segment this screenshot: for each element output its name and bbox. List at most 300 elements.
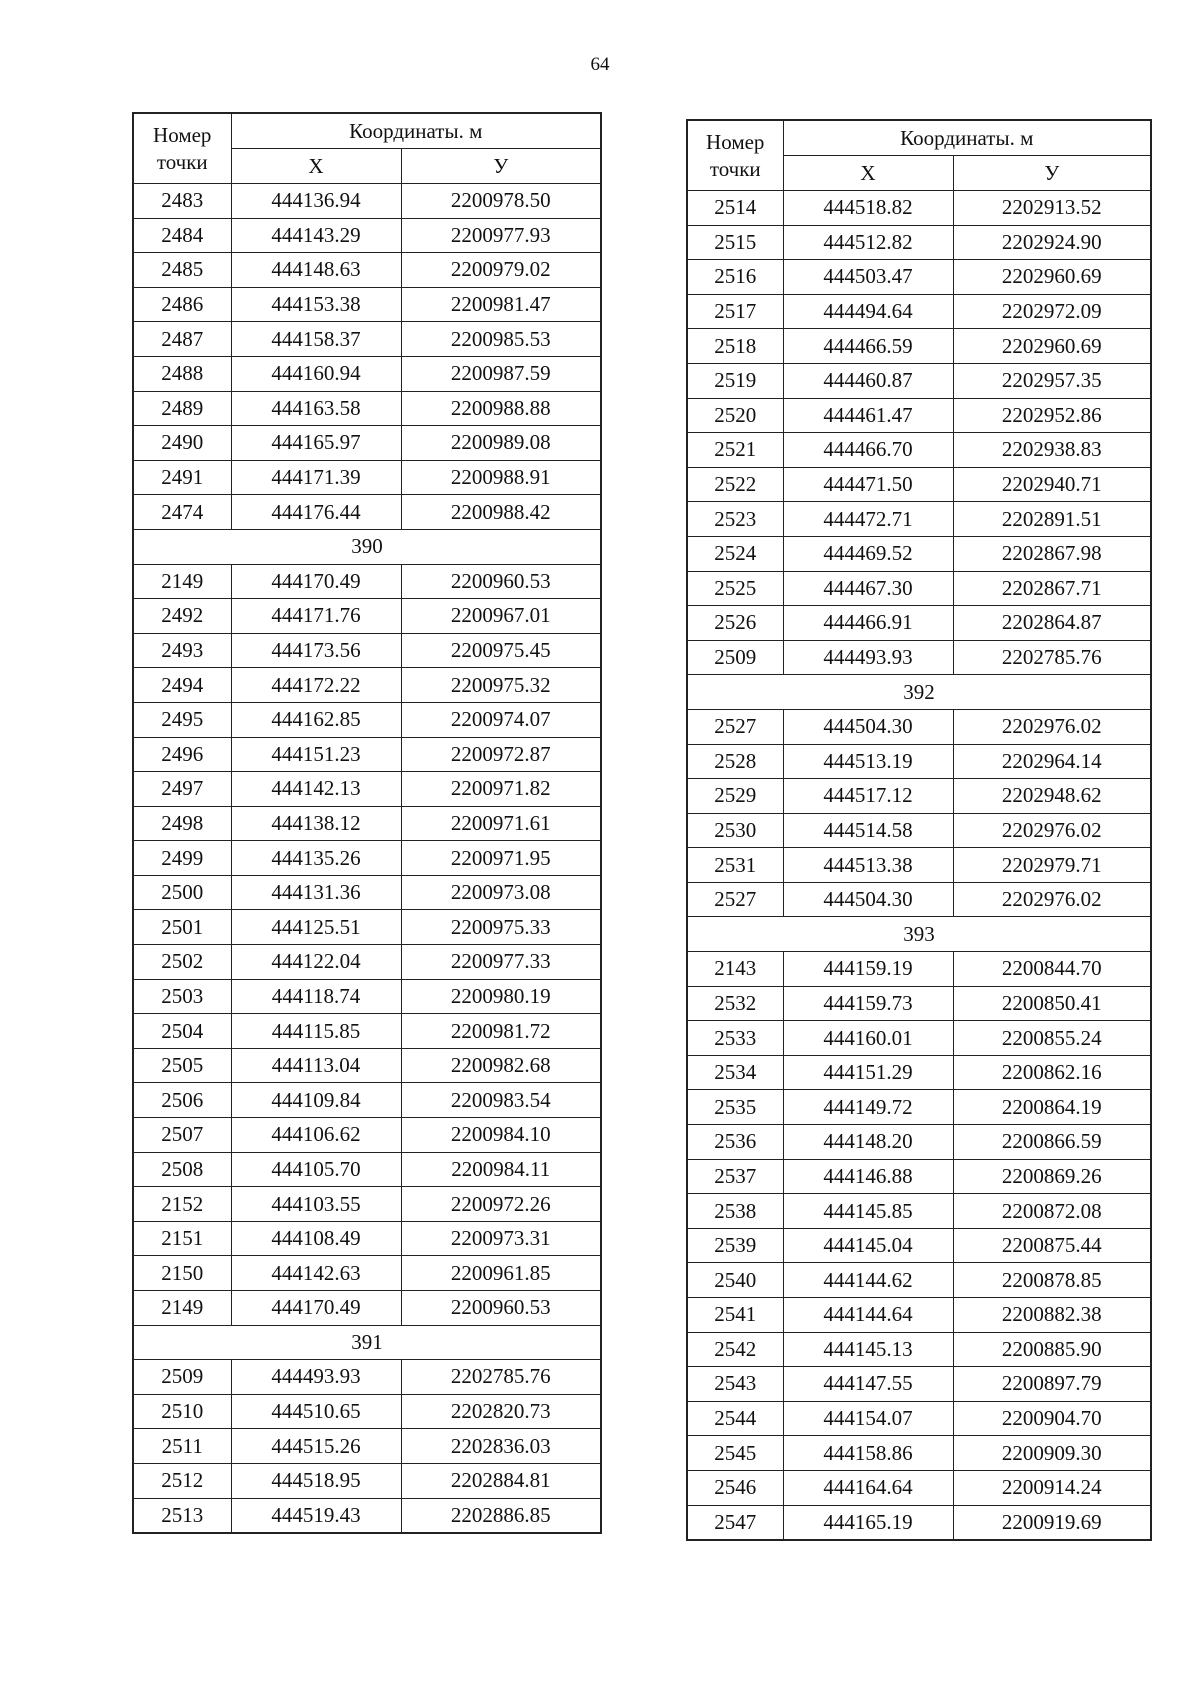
table-row	[687, 1055, 1151, 1090]
x-coordinate-cell: 444514.58	[783, 813, 953, 848]
point-number-cell: 2493	[133, 633, 231, 668]
point-number-cell: 2505	[133, 1048, 231, 1083]
y-coordinate-cell: 2200973.31	[401, 1221, 601, 1256]
point-number-cell: 2527	[687, 882, 783, 917]
y-coordinate-cell: 2200855.24	[953, 1021, 1151, 1056]
y-coordinate-cell: 2202820.73	[401, 1394, 601, 1429]
point-number-cell: 2517	[687, 294, 783, 329]
point-number-cell: 2507	[133, 1118, 231, 1153]
point-number-cell: 2519	[687, 363, 783, 398]
x-coordinate-cell: 444173.56	[231, 633, 401, 668]
table-row	[687, 1021, 1151, 1056]
point-number-cell: 2487	[133, 322, 231, 357]
table-row	[133, 702, 601, 737]
x-coordinate-cell: 444103.55	[231, 1187, 401, 1222]
point-number-cell: 2516	[687, 260, 783, 295]
table-row	[133, 1291, 601, 1326]
y-coordinate-cell: 2200985.53	[401, 322, 601, 357]
point-number-cell: 2500	[133, 875, 231, 910]
table-row	[687, 1367, 1151, 1402]
table-row	[133, 1463, 601, 1498]
y-coordinate-cell: 2200897.79	[953, 1367, 1151, 1402]
point-number-cell: 2524	[687, 536, 783, 571]
table-row	[133, 253, 601, 288]
x-coordinate-cell: 444472.71	[783, 502, 953, 537]
point-number-cell: 2501	[133, 910, 231, 945]
x-coordinate-cell: 444503.47	[783, 260, 953, 295]
x-coordinate-cell: 444171.76	[231, 599, 401, 634]
y-coordinate-cell: 2200878.85	[953, 1263, 1151, 1298]
y-coordinate-cell: 2202957.35	[953, 363, 1151, 398]
x-coordinate-cell: 444142.13	[231, 772, 401, 807]
x-coordinate-cell: 444146.88	[783, 1159, 953, 1194]
y-coordinate-cell: 2200981.47	[401, 287, 601, 322]
y-coordinate-cell: 2200971.82	[401, 772, 601, 807]
x-coordinate-cell: 444148.63	[231, 253, 401, 288]
x-coordinate-cell: 444466.91	[783, 606, 953, 641]
x-coordinate-cell: 444160.94	[231, 356, 401, 391]
y-coordinate-cell: 2200885.90	[953, 1332, 1151, 1367]
x-coordinate-cell: 444504.30	[783, 882, 953, 917]
y-coordinate-cell: 2202979.71	[953, 848, 1151, 883]
table-row	[687, 329, 1151, 364]
x-coordinate-cell: 444109.84	[231, 1083, 401, 1118]
table-row	[687, 1159, 1151, 1194]
point-number-cell: 2491	[133, 460, 231, 495]
x-coordinate-cell: 444512.82	[783, 225, 953, 260]
y-coordinate-cell: 2200862.16	[953, 1055, 1151, 1090]
x-coordinate-cell: 444518.95	[231, 1463, 401, 1498]
x-coordinate-cell: 444118.74	[231, 979, 401, 1014]
table-row	[687, 813, 1151, 848]
x-coordinate-cell: 444113.04	[231, 1048, 401, 1083]
x-coordinate-cell: 444145.04	[783, 1228, 953, 1263]
point-number-cell: 2528	[687, 744, 783, 779]
x-coordinate-cell: 444159.73	[783, 986, 953, 1021]
x-coordinate-cell: 444158.37	[231, 322, 401, 357]
table-row	[687, 1228, 1151, 1263]
y-coordinate-cell: 2202940.71	[953, 467, 1151, 502]
x-header: X	[231, 149, 401, 184]
point-number-cell: 2498	[133, 806, 231, 841]
y-coordinate-cell: 2200869.26	[953, 1159, 1151, 1194]
x-coordinate-cell: 444170.49	[231, 1291, 401, 1326]
x-coordinate-cell: 444135.26	[231, 841, 401, 876]
x-coordinate-cell: 444145.85	[783, 1194, 953, 1229]
point-number-cell: 2149	[133, 564, 231, 599]
x-header: X	[783, 156, 953, 191]
y-coordinate-cell: 2200973.08	[401, 875, 601, 910]
y-coordinate-cell: 2200988.42	[401, 495, 601, 530]
table-row	[687, 952, 1151, 987]
y-coordinate-cell: 2200984.10	[401, 1118, 601, 1153]
y-coordinate-cell: 2200978.50	[401, 184, 601, 219]
y-coordinate-cell: 2202913.52	[953, 191, 1151, 226]
y-coordinate-cell: 2200988.91	[401, 460, 601, 495]
table-row	[687, 640, 1151, 675]
x-coordinate-cell: 444149.72	[783, 1090, 953, 1125]
x-coordinate-cell: 444142.63	[231, 1256, 401, 1291]
point-number-cell: 2522	[687, 467, 783, 502]
y-coordinate-cell: 2200972.26	[401, 1187, 601, 1222]
table-row	[133, 322, 601, 357]
y-coordinate-cell: 2200980.19	[401, 979, 601, 1014]
point-number-cell: 2474	[133, 495, 231, 530]
y-coordinate-cell: 2200977.93	[401, 218, 601, 253]
section-row	[687, 675, 1151, 710]
table-row	[133, 218, 601, 253]
y-coordinate-cell: 2200882.38	[953, 1298, 1151, 1333]
y-coordinate-cell: 2202867.98	[953, 536, 1151, 571]
point-number-cell: 2545	[687, 1436, 783, 1471]
x-coordinate-cell: 444165.19	[783, 1505, 953, 1540]
point-number-cell: 2494	[133, 668, 231, 703]
table-row	[687, 606, 1151, 641]
table-row	[133, 1118, 601, 1153]
x-coordinate-cell: 444159.19	[783, 952, 953, 987]
y-coordinate-cell: 2202976.02	[953, 813, 1151, 848]
table-row	[133, 1083, 601, 1118]
x-coordinate-cell: 444154.07	[783, 1401, 953, 1436]
point-number-cell: 2497	[133, 772, 231, 807]
x-coordinate-cell: 444518.82	[783, 191, 953, 226]
y-coordinate-cell: 2200909.30	[953, 1436, 1151, 1471]
y-coordinate-cell: 2202867.71	[953, 571, 1151, 606]
point-number-cell: 2518	[687, 329, 783, 364]
x-coordinate-cell: 444148.20	[783, 1125, 953, 1160]
x-coordinate-cell: 444504.30	[783, 709, 953, 744]
x-coordinate-cell: 444125.51	[231, 910, 401, 945]
table-row	[687, 398, 1151, 433]
point-number-cell: 2532	[687, 986, 783, 1021]
point-number-cell: 2539	[687, 1228, 783, 1263]
point-number-cell: 2496	[133, 737, 231, 772]
x-coordinate-cell: 444165.97	[231, 426, 401, 461]
x-coordinate-cell: 444176.44	[231, 495, 401, 530]
y-coordinate-cell: 2202952.86	[953, 398, 1151, 433]
point-number-cell: 2510	[133, 1394, 231, 1429]
y-coordinate-cell: 2200984.11	[401, 1152, 601, 1187]
table-row	[687, 1263, 1151, 1298]
table-row	[133, 426, 601, 461]
point-number-cell: 2151	[133, 1221, 231, 1256]
table-row	[133, 1048, 601, 1083]
y-coordinate-cell: 2202864.87	[953, 606, 1151, 641]
table-row	[687, 1090, 1151, 1125]
section-number: 392	[687, 675, 1151, 710]
x-coordinate-cell: 444108.49	[231, 1221, 401, 1256]
point-number-cell: 2547	[687, 1505, 783, 1540]
point-number-cell: 2537	[687, 1159, 783, 1194]
coordinates-header: Координаты. м	[783, 120, 1151, 156]
point-number-cell: 2152	[133, 1187, 231, 1222]
x-coordinate-cell: 444467.30	[783, 571, 953, 606]
coordinates-header: Координаты. м	[231, 113, 601, 149]
y-coordinate-cell: 2200981.72	[401, 1014, 601, 1049]
point-number-header: Номер точки	[133, 113, 231, 184]
y-coordinate-cell: 2202785.76	[953, 640, 1151, 675]
x-coordinate-cell: 444151.29	[783, 1055, 953, 1090]
y-coordinate-cell: 2200988.88	[401, 391, 601, 426]
y-coordinate-cell: 2202948.62	[953, 779, 1151, 814]
x-coordinate-cell: 444106.62	[231, 1118, 401, 1153]
table-row	[687, 744, 1151, 779]
point-number-cell: 2509	[133, 1360, 231, 1395]
table-row	[687, 294, 1151, 329]
y-coordinate-cell: 2200844.70	[953, 952, 1151, 987]
x-coordinate-cell: 444460.87	[783, 363, 953, 398]
table-row	[133, 599, 601, 634]
table-row	[687, 571, 1151, 606]
point-number-cell: 2509	[687, 640, 783, 675]
table-row	[687, 1298, 1151, 1333]
x-coordinate-cell: 444158.86	[783, 1436, 953, 1471]
y-coordinate-cell: 2202972.09	[953, 294, 1151, 329]
table-row	[687, 363, 1151, 398]
x-coordinate-cell: 444115.85	[231, 1014, 401, 1049]
section-number: 391	[133, 1325, 601, 1360]
section-row	[133, 529, 601, 564]
table-row	[687, 779, 1151, 814]
y-coordinate-cell: 2202938.83	[953, 433, 1151, 468]
x-coordinate-cell: 444144.64	[783, 1298, 953, 1333]
point-number-cell: 2143	[687, 952, 783, 987]
table-row	[133, 945, 601, 980]
point-number-cell: 2543	[687, 1367, 783, 1402]
table-row	[133, 460, 601, 495]
x-coordinate-cell: 444471.50	[783, 467, 953, 502]
y-coordinate-cell: 2200875.44	[953, 1228, 1151, 1263]
table-row	[133, 875, 601, 910]
table-row	[133, 564, 601, 599]
y-coordinate-cell: 2200974.07	[401, 702, 601, 737]
section-row	[687, 917, 1151, 952]
point-number-cell: 2486	[133, 287, 231, 322]
table-row	[687, 1125, 1151, 1160]
table-row	[133, 979, 601, 1014]
table-row	[133, 1221, 601, 1256]
y-coordinate-cell: 2200977.33	[401, 945, 601, 980]
x-coordinate-cell: 444164.64	[783, 1470, 953, 1505]
y-coordinate-cell: 2202976.02	[953, 882, 1151, 917]
point-number-cell: 2538	[687, 1194, 783, 1229]
x-coordinate-cell: 444171.39	[231, 460, 401, 495]
table-row	[133, 1187, 601, 1222]
table-row	[133, 737, 601, 772]
y-coordinate-cell: 2200987.59	[401, 356, 601, 391]
x-coordinate-cell: 444519.43	[231, 1498, 401, 1533]
table-row	[133, 495, 601, 530]
table-row	[133, 1014, 601, 1049]
y-coordinate-cell: 2200850.41	[953, 986, 1151, 1021]
x-coordinate-cell: 444517.12	[783, 779, 953, 814]
y-coordinate-cell: 2202976.02	[953, 709, 1151, 744]
point-number-cell: 2541	[687, 1298, 783, 1333]
point-number-cell: 2508	[133, 1152, 231, 1187]
point-number-cell: 2515	[687, 225, 783, 260]
point-number-cell: 2488	[133, 356, 231, 391]
section-row	[133, 1325, 601, 1360]
x-coordinate-cell: 444466.70	[783, 433, 953, 468]
table-row	[133, 1429, 601, 1464]
table-body	[687, 191, 1151, 1541]
table-row	[133, 1360, 601, 1395]
page-number: 64	[590, 54, 610, 75]
table-row	[687, 986, 1151, 1021]
table-row	[133, 841, 601, 876]
y-coordinate-cell: 2200872.08	[953, 1194, 1151, 1229]
y-coordinate-cell: 2200972.87	[401, 737, 601, 772]
point-number-cell: 2484	[133, 218, 231, 253]
y-coordinate-cell: 2200866.59	[953, 1125, 1151, 1160]
point-number-cell: 2512	[133, 1463, 231, 1498]
point-number-cell: 2150	[133, 1256, 231, 1291]
table-row	[687, 433, 1151, 468]
table-row	[687, 848, 1151, 883]
table-row	[687, 502, 1151, 537]
point-number-cell: 2526	[687, 606, 783, 641]
table-row	[133, 356, 601, 391]
point-number-cell: 2483	[133, 184, 231, 219]
point-number-cell: 2513	[133, 1498, 231, 1533]
coordinates-table-left	[132, 112, 602, 1534]
y-coordinate-cell: 2202960.69	[953, 260, 1151, 295]
table-row	[133, 1256, 601, 1291]
point-number-cell: 2490	[133, 426, 231, 461]
x-coordinate-cell: 444494.64	[783, 294, 953, 329]
y-header: У	[401, 149, 601, 184]
y-coordinate-cell: 2200971.61	[401, 806, 601, 841]
x-coordinate-cell: 444513.19	[783, 744, 953, 779]
point-number-cell: 2529	[687, 779, 783, 814]
x-coordinate-cell: 444145.13	[783, 1332, 953, 1367]
table-row	[133, 668, 601, 703]
x-coordinate-cell: 444144.62	[783, 1263, 953, 1298]
section-number: 393	[687, 917, 1151, 952]
point-number-cell: 2506	[133, 1083, 231, 1118]
y-coordinate-cell: 2202785.76	[401, 1360, 601, 1395]
x-coordinate-cell: 444515.26	[231, 1429, 401, 1464]
point-number-header: Номер точки	[687, 120, 783, 191]
y-coordinate-cell: 2200919.69	[953, 1505, 1151, 1540]
y-coordinate-cell: 2200989.08	[401, 426, 601, 461]
y-coordinate-cell: 2200982.68	[401, 1048, 601, 1083]
point-number-cell: 2525	[687, 571, 783, 606]
point-number-cell: 2504	[133, 1014, 231, 1049]
y-coordinate-cell: 2200864.19	[953, 1090, 1151, 1125]
table-row	[687, 709, 1151, 744]
point-number-cell: 2503	[133, 979, 231, 1014]
y-coordinate-cell: 2202960.69	[953, 329, 1151, 364]
x-coordinate-cell: 444461.47	[783, 398, 953, 433]
y-coordinate-cell: 2202886.85	[401, 1498, 601, 1533]
point-number-cell: 2527	[687, 709, 783, 744]
point-number-cell: 2502	[133, 945, 231, 980]
point-number-cell: 2495	[133, 702, 231, 737]
point-number-cell: 2520	[687, 398, 783, 433]
x-coordinate-cell: 444163.58	[231, 391, 401, 426]
y-coordinate-cell: 2200914.24	[953, 1470, 1151, 1505]
x-coordinate-cell: 444143.29	[231, 218, 401, 253]
point-number-cell: 2534	[687, 1055, 783, 1090]
point-number-cell: 2546	[687, 1470, 783, 1505]
table-row	[133, 391, 601, 426]
point-number-cell: 2489	[133, 391, 231, 426]
y-coordinate-cell: 2202836.03	[401, 1429, 601, 1464]
x-coordinate-cell: 444136.94	[231, 184, 401, 219]
table-row	[687, 191, 1151, 226]
table-row	[687, 1436, 1151, 1471]
table-row	[133, 287, 601, 322]
point-number-cell: 2492	[133, 599, 231, 634]
y-coordinate-cell: 2200975.33	[401, 910, 601, 945]
table-row	[133, 633, 601, 668]
x-coordinate-cell: 444493.93	[783, 640, 953, 675]
x-coordinate-cell: 444151.23	[231, 737, 401, 772]
x-coordinate-cell: 444513.38	[783, 848, 953, 883]
table-row	[687, 1401, 1151, 1436]
point-number-cell: 2536	[687, 1125, 783, 1160]
table-row	[133, 184, 601, 219]
x-coordinate-cell: 444466.59	[783, 329, 953, 364]
y-coordinate-cell: 2200979.02	[401, 253, 601, 288]
x-coordinate-cell: 444493.93	[231, 1360, 401, 1395]
point-number-cell: 2544	[687, 1401, 783, 1436]
point-number-cell: 2533	[687, 1021, 783, 1056]
section-number: 390	[133, 529, 601, 564]
table-body	[133, 184, 601, 1534]
y-coordinate-cell: 2200971.95	[401, 841, 601, 876]
table-row	[687, 1332, 1151, 1367]
y-coordinate-cell: 2200960.53	[401, 1291, 601, 1326]
x-coordinate-cell: 444105.70	[231, 1152, 401, 1187]
point-number-cell: 2540	[687, 1263, 783, 1298]
table-row	[133, 1394, 601, 1429]
point-number-cell: 2149	[133, 1291, 231, 1326]
table-row	[133, 806, 601, 841]
table-row	[687, 536, 1151, 571]
y-coordinate-cell: 2200960.53	[401, 564, 601, 599]
table-row	[133, 1152, 601, 1187]
table-row	[687, 260, 1151, 295]
point-number-cell: 2531	[687, 848, 783, 883]
point-number-cell: 2511	[133, 1429, 231, 1464]
point-number-cell: 2499	[133, 841, 231, 876]
x-coordinate-cell: 444162.85	[231, 702, 401, 737]
x-coordinate-cell: 444131.36	[231, 875, 401, 910]
x-coordinate-cell: 444147.55	[783, 1367, 953, 1402]
y-coordinate-cell: 2202891.51	[953, 502, 1151, 537]
x-coordinate-cell: 444510.65	[231, 1394, 401, 1429]
table-row	[687, 1470, 1151, 1505]
table-row	[687, 225, 1151, 260]
point-number-cell: 2542	[687, 1332, 783, 1367]
point-number-cell: 2521	[687, 433, 783, 468]
table-row	[133, 910, 601, 945]
table-row	[687, 467, 1151, 502]
table-row	[687, 882, 1151, 917]
table-row	[687, 1505, 1151, 1540]
y-coordinate-cell: 2200967.01	[401, 599, 601, 634]
y-coordinate-cell: 2200904.70	[953, 1401, 1151, 1436]
x-coordinate-cell: 444172.22	[231, 668, 401, 703]
x-coordinate-cell: 444153.38	[231, 287, 401, 322]
coordinates-table-right	[686, 119, 1152, 1541]
y-coordinate-cell: 2200975.45	[401, 633, 601, 668]
x-coordinate-cell: 444138.12	[231, 806, 401, 841]
y-coordinate-cell: 2202964.14	[953, 744, 1151, 779]
x-coordinate-cell: 444122.04	[231, 945, 401, 980]
